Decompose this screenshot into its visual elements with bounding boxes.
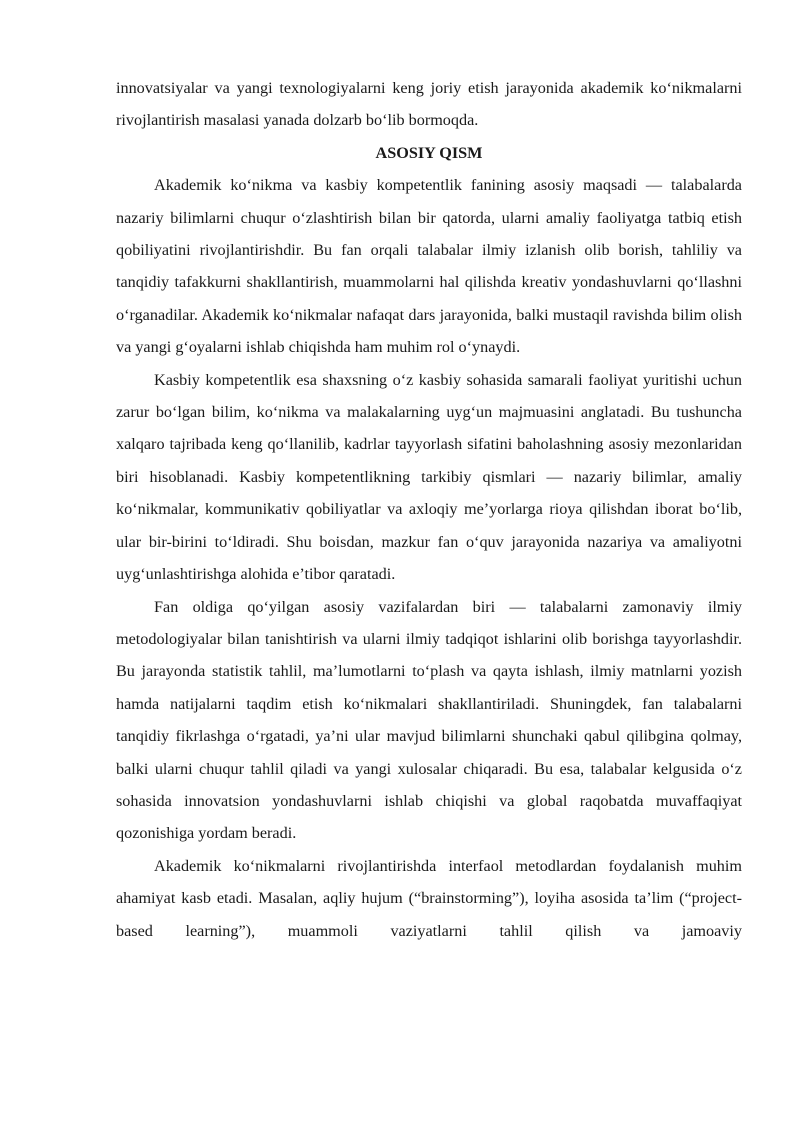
body-paragraph-2: Kasbiy kompetentlik esa shaxsning o‘z kasbiy sohasida samarali faoliyat yuritishi uchun zarur bo‘lgan bilim, ko‘nikma va malakalarning uyg‘un majmuasini anglatadi. Bu tushuncha xalqaro tajribada keng qo‘llanilib, kadrlar tayyorlash sifatini baholashning asosiy mezonlaridan biri hisoblanadi. Kasbiy kompetentlikning tarkibiy qismlari — nazariy bilimlar, amaliy ko‘nikmalar, kommunikativ qobiliyatlar va axloqiy me’yorlarga rioya qilishdan iborat bo‘lib, ular bir-birini to‘ldiradi. Shu boisdan, mazkur fan o‘quv jarayonida nazariya va amaliyotni uyg‘unlashtirishga alohida e’tibor qaratadi. (116, 370, 742, 584)
section-heading: ASOSIY QISM (375, 143, 483, 162)
body-paragraph-1: Akademik ko‘nikma va kasbiy kompetentlik fanining asosiy maqsadi — talabalarda nazariy bilimlarni chuqur o‘zlashtirish bilan bir qatorda, ularni amaliy faoliyatga tatbiq etish qobiliyatini rivojlantirishdir. Bu fan orqali talabalar ilmiy izlanish olib borish, tahliliy va tanqidiy tafakkurni shakllantirish, muammolarni hal qilishda kreativ yondashuvlarni qo‘llashni o‘rganadilar. Akademik ko‘nikmalar nafaqat dars jarayonida, balki mustaqil ravishda bilim olish va yangi g‘oyalarni ishlab chiqishda ham muhim rol o‘ynaydi. (116, 176, 742, 357)
body-paragraph-3: Fan oldiga qo‘yilgan asosiy vazifalardan biri — talabalarni zamonaviy ilmiy metodologiyalar bilan tanishtirish va ularni ilmiy tadqiqot ishlarini olib borishga tayyorlashdir. Bu jarayonda statistik tahlil, ma’lumotlarni to‘plash va qayta ishlash, ilmiy matnlarni yozish hamda natijalarni taqdim etish ko‘nikmalari shakllantiriladi. Shuningdek, fan talabalarni tanqidiy fikrlashga o‘rgatadi, ya’ni ular mavjud bilimlarni shunchaki qabul qilibgina qolmay, balki ularni chuqur tahlil qiladi va yangi xulosalar chiqaradi. Bu esa, talabalar kelgusida o‘z sohasida innovatsion yondashuvlarni ishlab chiqishi va global raqobatda muvaffaqiyat qozonishiga yordam beradi. (116, 597, 742, 843)
intro-paragraph: innovatsiyalar va yangi texnologiyalarni keng joriy etish jarayonida akademik ko‘nikmalarni rivojlantirish masalasi yanada dolzarb bo‘lib bormoqda. (116, 79, 742, 130)
body-paragraph-4: Akademik ko‘nikmalarni rivojlantirishda interfaol metodlardan foydalanish muhim ahamiyat kasb etadi. Masalan, aqliy hujum (“brainstorming”), loyiha asosida ta’lim (“project-based learning”), muammoli vaziyatlarni tahlil qilish va jamoaviy (116, 856, 742, 940)
document-page (116, 72, 742, 947)
